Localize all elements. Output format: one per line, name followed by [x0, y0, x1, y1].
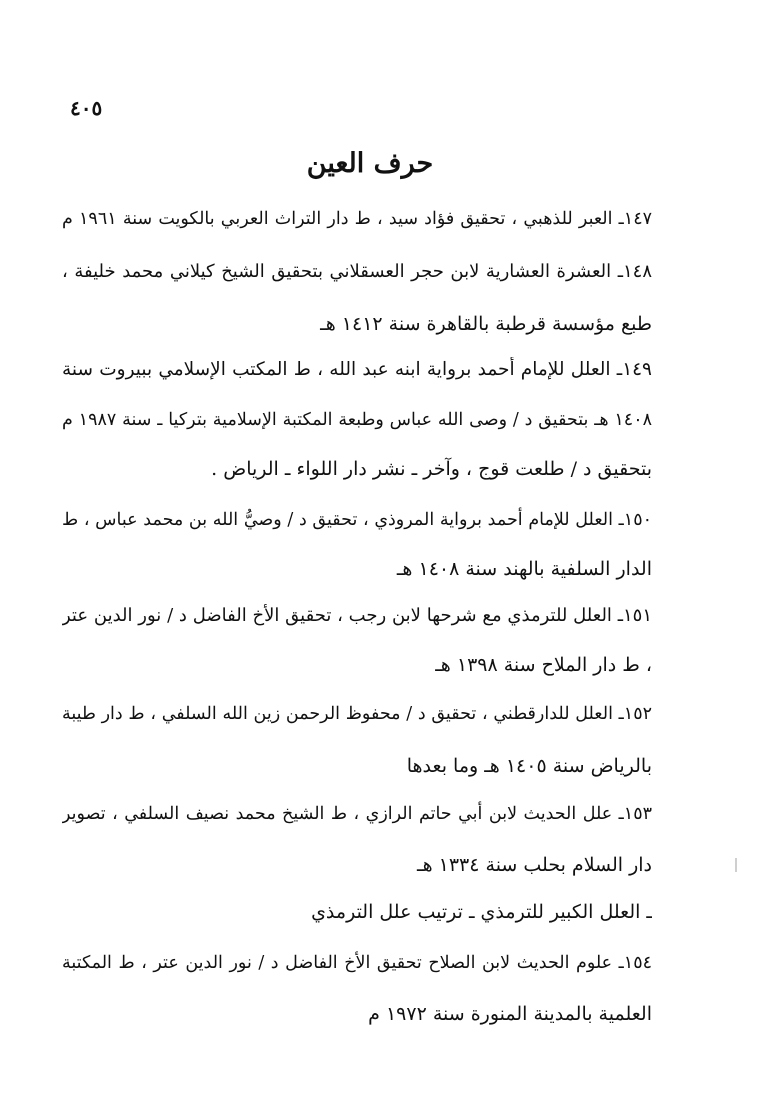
entry-152-line-1: ١٥٢ـ العلل للدارقطني ، تحقيق د / محفوظ الرحمن زين الله السلفي ، ط دار طيبة [62, 704, 652, 724]
entry-149-line-1: ١٤٩ـ العلل للإمام أحمد برواية ابنه عبد الله ، ط المكتب الإسلامي ببيروت سنة [62, 359, 652, 380]
cross-reference-line: ـ العلل الكبير للترمذي ـ ترتيب علل الترمذي [311, 901, 652, 923]
entry-148-line-2: طبع مؤسسة قرطبة بالقاهرة سنة ١٤١٢ هـ [320, 313, 652, 335]
entry-149-line-3: بتحقيق د / طلعت قوج ، وآخر ـ نشر دار اللواء ـ الرياض . [211, 458, 652, 480]
entry-147-line-1: ١٤٧ـ العبر للذهبي ، تحقيق فؤاد سيد ، ط دار التراث العربي بالكويت سنة ١٩٦١ م [62, 209, 652, 229]
entry-151-line-1: ١٥١ـ العلل للترمذي مع شرحها لابن رجب ، تحقيق الأخ الفاضل د / نور الدين عتر [62, 605, 652, 626]
section-heading [0, 148, 740, 179]
entry-153-line-2: دار السلام بحلب سنة ١٣٣٤ هـ [417, 854, 652, 876]
entry-150-line-1: ١٥٠ـ العلل للإمام أحمد برواية المروذي ، تحقيق د / وصيُّ الله بن محمد عباس ، ط [62, 510, 652, 530]
entry-154-line-1: ١٥٤ـ علوم الحديث لابن الصلاح تحقيق الأخ الفاضل د / نور الدين عتر ، ط المكتبة [62, 953, 652, 973]
entry-150-line-2: الدار السلفية بالهند سنة ١٤٠٨ هـ [396, 558, 652, 580]
entry-154-line-2: العلمية بالمدينة المنورة سنة ١٩٧٢ م [368, 1003, 652, 1025]
entry-152-line-2: بالرياض سنة ١٤٠٥ هـ وما بعدها [406, 755, 652, 777]
entry-149-line-2: ١٤٠٨ هـ بتحقيق د / وصى الله عباس وطبعة المكتبة الإسلامية بتركيا ـ سنة ١٩٨٧ م [62, 410, 652, 430]
entry-153-line-1: ١٥٣ـ علل الحديث لابن أبي حاتم الرازي ، ط الشيخ محمد نصيف السلفي ، تصوير [62, 804, 652, 824]
entry-148-line-1: ١٤٨ـ العشرة العشارية لابن حجر العسقلاني بتحقيق الشيخ كيلاني محمد خليفة ، [62, 261, 652, 282]
page-number: ٤٠٥ [70, 96, 103, 120]
scan-speck [735, 858, 737, 872]
entry-151-line-2: ، ط دار الملاح سنة ١٣٩٨ هـ [435, 654, 652, 676]
section-heading-text: حرف العين [306, 148, 434, 179]
